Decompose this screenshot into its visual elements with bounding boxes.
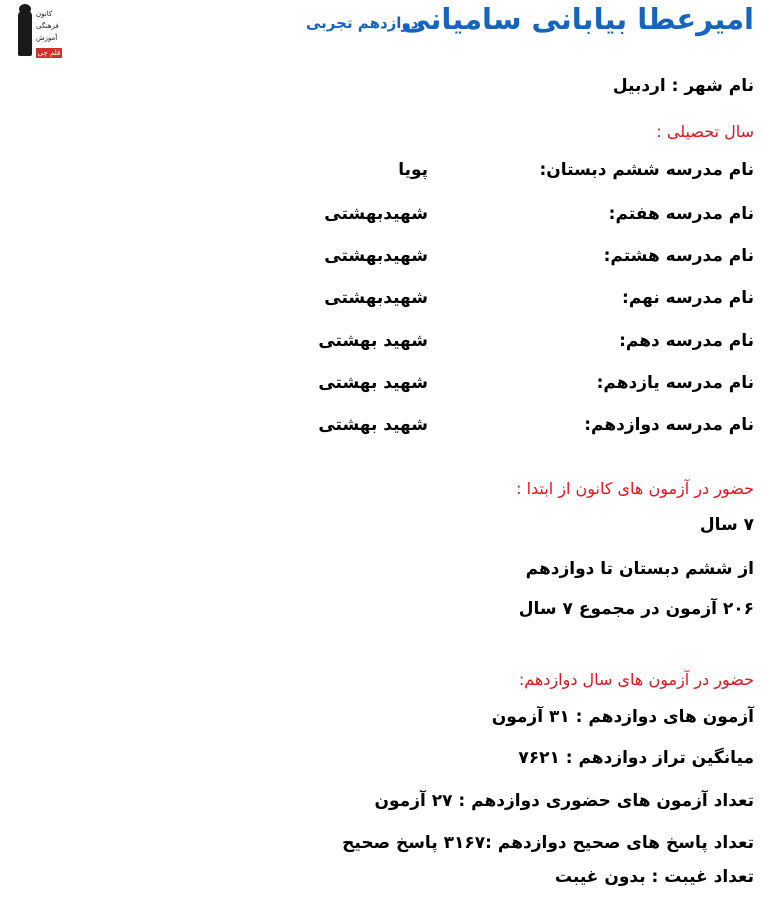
absence-count: تعداد غیبت : بدون غیبت [554,867,754,887]
school-value-11: شهید بهشتی [318,373,428,393]
school-label-8: نام مدرسه هشتم: [603,246,754,266]
school-label-6: نام مدرسه ششم دبستان: [539,160,754,180]
school-label-12: نام مدرسه دوازدهم: [584,415,754,435]
logo-figure-icon [18,10,32,56]
school-value-8: شهیدبهشتی [324,246,428,266]
academic-year-label: سال تحصیلی : [656,122,754,141]
student-name: امیرعطا بیابانی سامیانی [401,2,754,36]
city-name: نام شهر : اردبیل [612,76,754,96]
twelfth-heading: حضور در آزمون های سال دوازدهم: [518,670,754,689]
twelfth-exams: آزمون های دوازدهم : ۳۱ آزمون [491,707,754,727]
logo-text-3: آموزش [36,34,58,42]
school-value-6: پویا [398,160,428,180]
school-value-10: شهید بهشتی [318,331,428,351]
twelfth-average-score: میانگین تراز دوازدهم : ۷۶۲۱ [518,748,754,768]
school-label-11: نام مدرسه یازدهم: [596,373,754,393]
school-value-7: شهیدبهشتی [324,204,428,224]
logo-text-2: فرهنگی [36,22,59,30]
attendance-range: از ششم دبستان تا دوازدهم [525,559,754,579]
attendance-heading: حضور در آزمون های کانون از ابتدا : [516,479,754,498]
school-label-9: نام مدرسه نهم: [622,288,754,308]
school-value-12: شهید بهشتی [318,415,428,435]
school-label-7: نام مدرسه هفتم: [608,204,754,224]
school-value-9: شهیدبهشتی [324,288,428,308]
student-grade: دوازدهم تجربی [306,14,419,32]
logo-text-1: کانون [36,10,53,18]
attendance-years: ۷ سال [699,515,754,535]
kanoon-logo [14,4,64,60]
logo-tag: قلم چی [37,49,61,57]
twelfth-in-person-exams: تعداد آزمون های حضوری دوازدهم : ۲۷ آزمون [374,791,754,811]
school-label-10: نام مدرسه دهم: [619,331,754,351]
twelfth-correct-answers: تعداد پاسخ های صحیح دوازدهم :۳۱۶۷ پاسخ صحیح [342,833,754,853]
attendance-total: ۲۰۶ آزمون در مجموع ۷ سال [518,599,754,619]
